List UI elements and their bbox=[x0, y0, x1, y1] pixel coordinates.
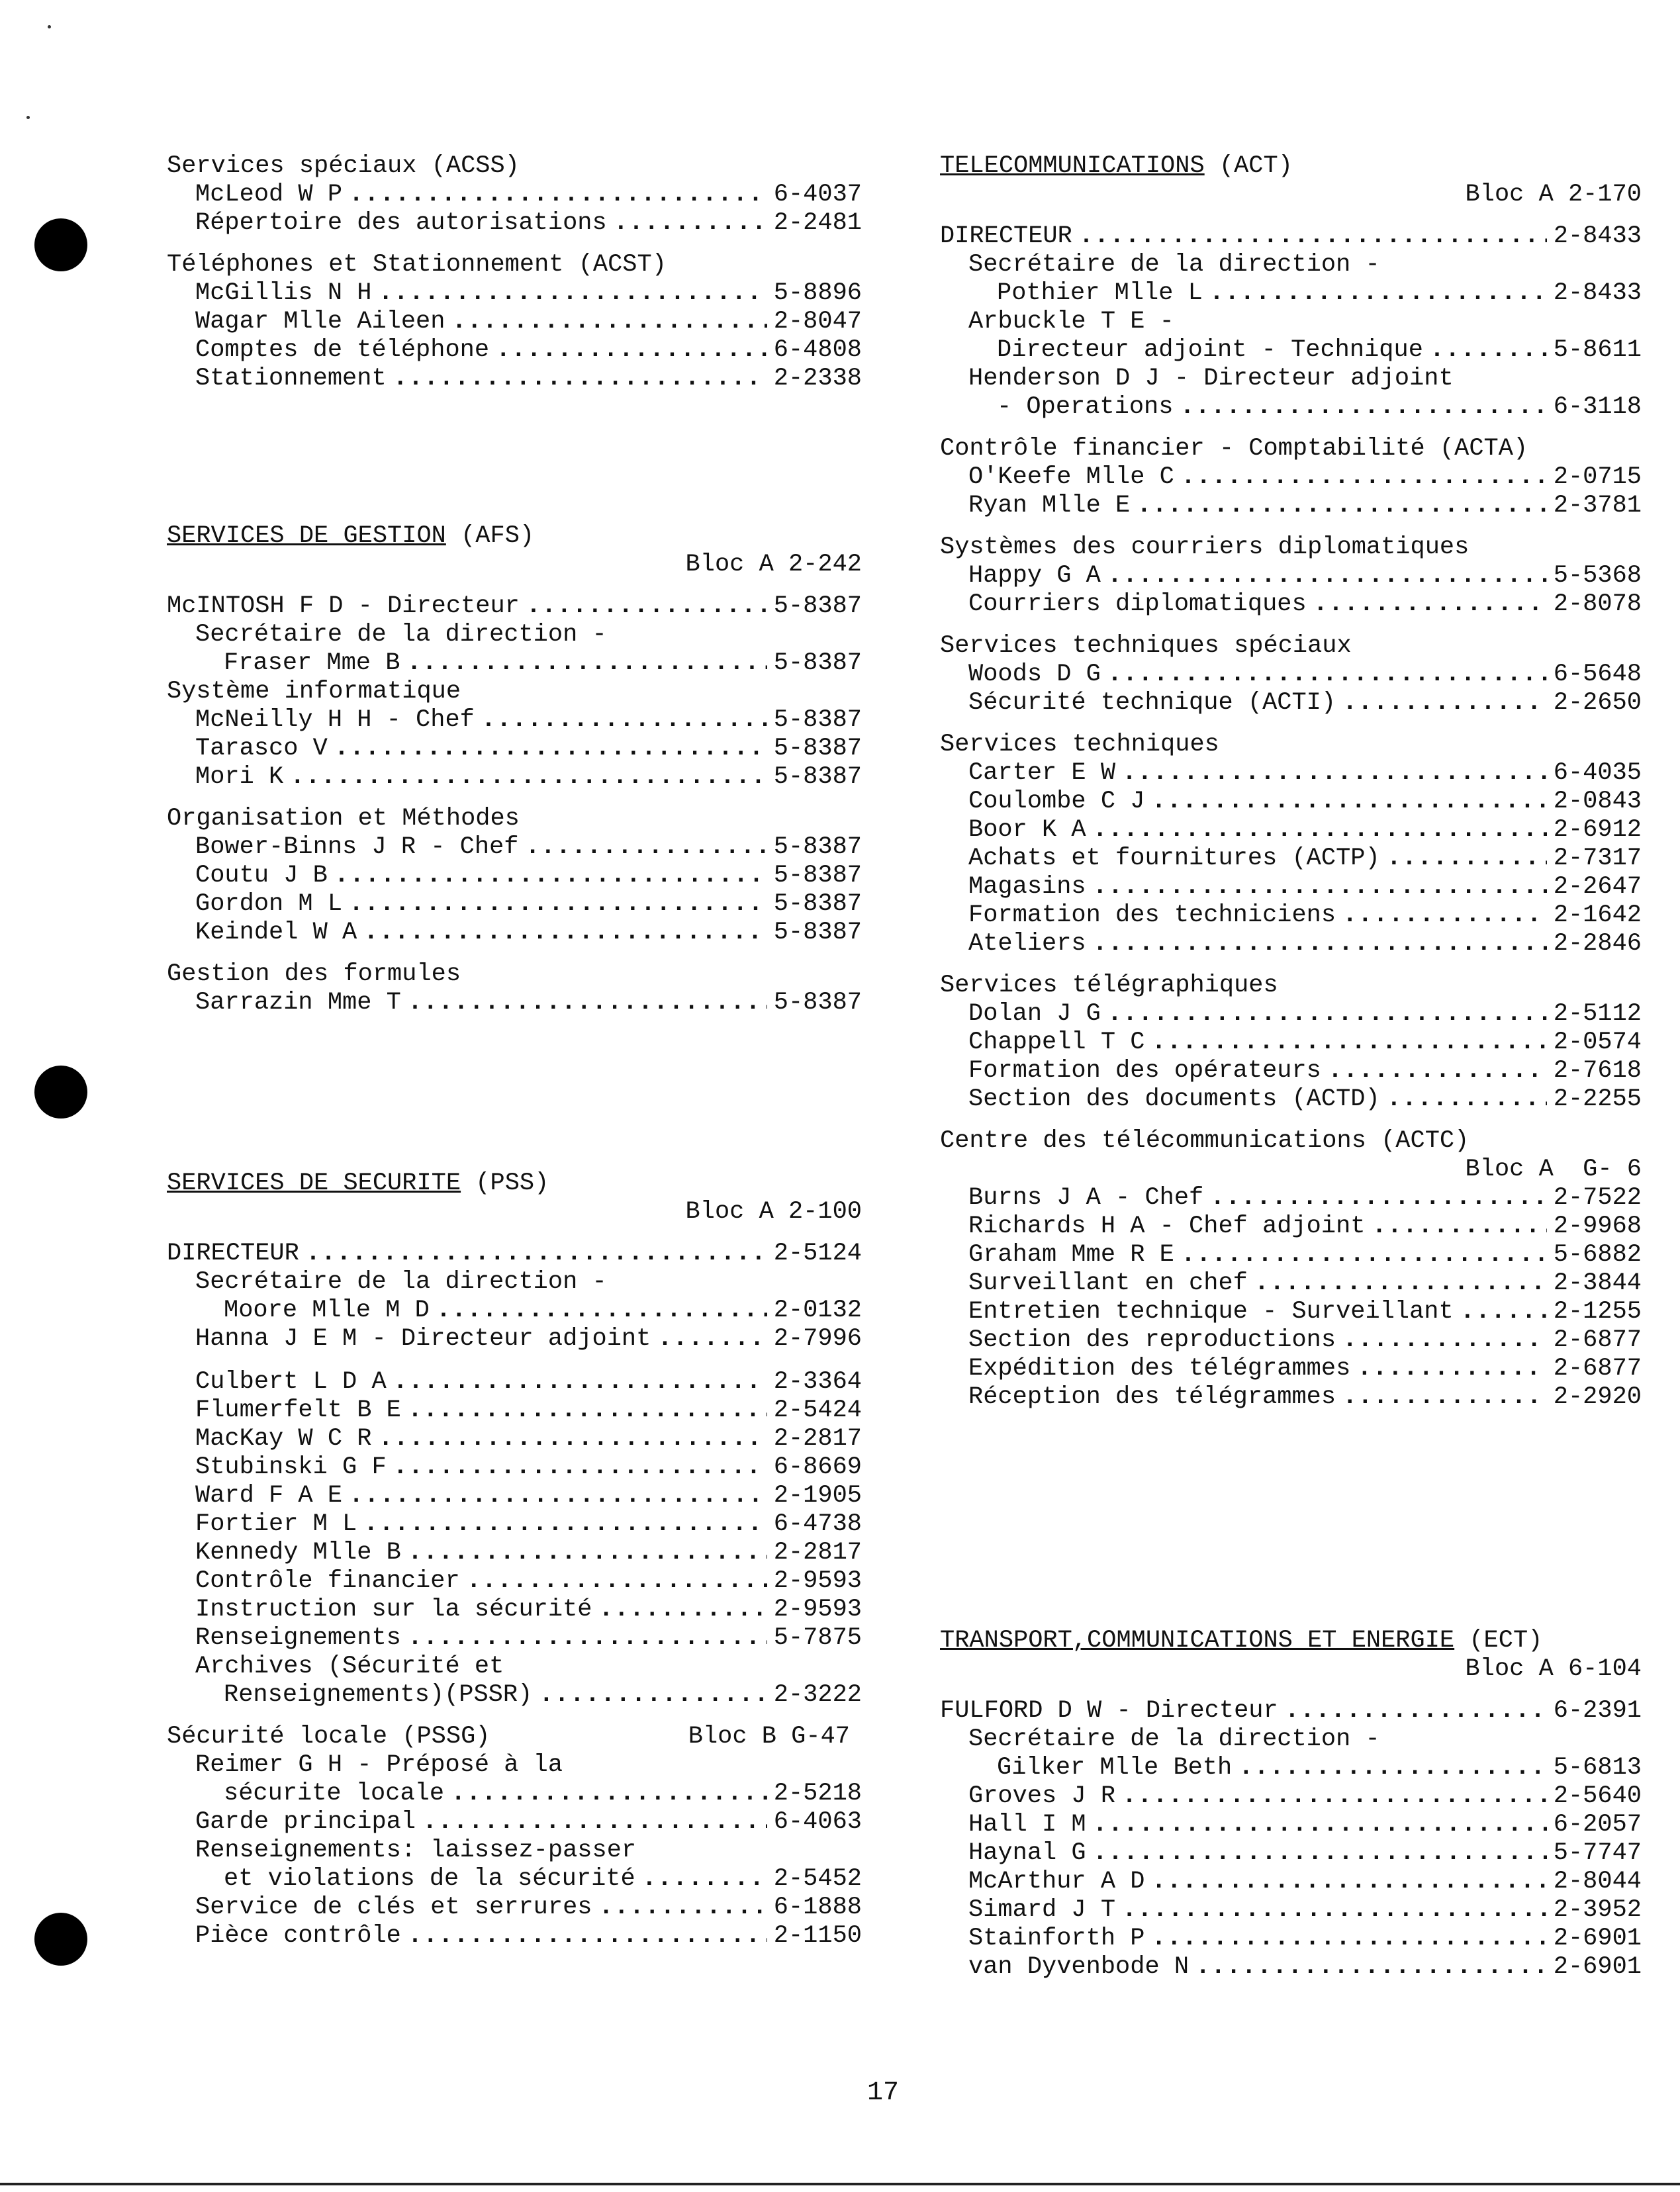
directory-entry: Coulombe C J ..... 2-0843 bbox=[940, 788, 1642, 816]
directory-entry: Hanna J E M - Directeur adjoint ..... 2-7996 bbox=[167, 1325, 862, 1353]
directory-entry: Moore Mlle M D ..... 2-0132 bbox=[167, 1297, 862, 1325]
directory-entry: McNeilly H H - Chef ..... 5-8387 bbox=[167, 706, 862, 735]
directory-entry: Répertoire des autorisations ..... 2-2481 bbox=[167, 209, 862, 238]
directory-entry: Contrôle financier ..... 2-9593 bbox=[167, 1567, 862, 1596]
binder-hole-2 bbox=[34, 1066, 87, 1119]
section-heading-afs: SERVICES DE GESTION (AFS) bbox=[167, 522, 535, 550]
directory-entry: McArthur A D ..... 2-8044 bbox=[940, 1868, 1642, 1896]
directory-entry: Pothier Mlle L ..... 2-8433 bbox=[940, 279, 1642, 308]
entry-line: Secrétaire de la direction - bbox=[195, 621, 607, 649]
directory-entry: et violations de la sécurité ..... 2-5452 bbox=[167, 1865, 862, 1894]
entry-line: Renseignements: laissez-passer bbox=[195, 1837, 637, 1864]
directory-entry: Expédition des télégrammes ..... 2-6877 bbox=[940, 1355, 1642, 1383]
page-number: 17 bbox=[867, 2078, 900, 2108]
directory-entry: Courriers diplomatiques ..... 2-8078 bbox=[940, 590, 1642, 619]
directory-entry: Dolan J G ..... 2-5112 bbox=[940, 1000, 1642, 1028]
directory-entry: FULFORD D W - Directeur ..... 6-2391 bbox=[940, 1697, 1642, 1725]
directory-entry: Comptes de téléphone ..... 6-4808 bbox=[167, 336, 862, 365]
directory-entry: Burns J A - Chef ..... 2-7522 bbox=[940, 1184, 1642, 1212]
directory-entry: Gilker Mlle Beth ..... 5-6813 bbox=[940, 1754, 1642, 1782]
directory-entry: Stubinski G F ..... 6-8669 bbox=[167, 1453, 862, 1482]
directory-entry: Sécurité technique (ACTI) ..... 2-2650 bbox=[940, 689, 1642, 717]
directory-entry: Fraser Mme B ..... 5-8387 bbox=[167, 649, 862, 678]
entry-line: Henderson D J - Directeur adjoint bbox=[968, 365, 1454, 392]
directory-entry: DIRECTEUR ..... 2-5124 bbox=[167, 1240, 862, 1268]
directory-entry: Stationnement ..... 2-2338 bbox=[167, 365, 862, 393]
entry-line: Archives (Sécurité et bbox=[195, 1653, 504, 1680]
entry-line: Reimer G H - Préposé à la bbox=[195, 1751, 563, 1779]
bottom-edge-rule bbox=[0, 2183, 1680, 2185]
directory-entry: Pièce contrôle ..... 2-1150 bbox=[167, 1922, 862, 1950]
directory-entry: DIRECTEUR ..... 2-8433 bbox=[940, 222, 1642, 251]
directory-entry: Ateliers ..... 2-2846 bbox=[940, 930, 1642, 958]
directory-entry: Renseignements ..... 5-7875 bbox=[167, 1624, 862, 1653]
bloc-location: Bloc A 2-242 bbox=[685, 551, 862, 578]
directory-entry: Richards H A - Chef adjoint ..... 2-9968 bbox=[940, 1212, 1642, 1241]
directory-entry: Service de clés et serrures ..... 6-1888 bbox=[167, 1894, 862, 1922]
directory-entry: Happy G A ..... 5-5368 bbox=[940, 562, 1642, 590]
directory-entry: Directeur adjoint - Technique ..... 5-8611 bbox=[940, 336, 1642, 365]
scan-speck bbox=[26, 116, 30, 119]
directory-entry: Formation des techniciens ..... 2-1642 bbox=[940, 901, 1642, 930]
entry-line: Secrétaire de la direction - bbox=[195, 1268, 607, 1296]
subsection-heading: Système informatique bbox=[167, 678, 461, 706]
bloc-location: Bloc A G- 6 bbox=[1465, 1156, 1642, 1183]
directory-entry: Groves J R ..... 2-5640 bbox=[940, 1782, 1642, 1811]
directory-entry: Keindel W A ..... 5-8387 bbox=[167, 919, 862, 947]
subsection-heading: Gestion des formules bbox=[167, 960, 461, 988]
section-heading-act: TELECOMMUNICATIONS (ACT) bbox=[940, 152, 1293, 180]
subsection-heading: Organisation et Méthodes bbox=[167, 805, 520, 833]
scan-speck bbox=[48, 25, 51, 28]
binder-hole-1 bbox=[34, 218, 87, 271]
directory-entry: Coutu J B ..... 5-8387 bbox=[167, 862, 862, 890]
directory-entry: Formation des opérateurs ..... 2-7618 bbox=[940, 1057, 1642, 1085]
section-heading: Contrôle financier - Comptabilité (ACTA) bbox=[940, 435, 1528, 463]
section-heading-ect: TRANSPORT,COMMUNICATIONS ET ENERGIE (ECT) bbox=[940, 1627, 1543, 1655]
directory-entry: Section des reproductions ..... 2-6877 bbox=[940, 1326, 1642, 1355]
directory-entry: Bower-Binns J R - Chef ..... 5-8387 bbox=[167, 833, 862, 862]
directory-entry: Simard J T ..... 2-3952 bbox=[940, 1896, 1642, 1925]
directory-entry: Boor K A ..... 2-6912 bbox=[940, 816, 1642, 845]
directory-entry: Flumerfelt B E ..... 2-5424 bbox=[167, 1396, 862, 1425]
bloc-location: Bloc A 6-104 bbox=[1465, 1655, 1642, 1683]
section-heading: Téléphones et Stationnement (ACST) bbox=[167, 251, 667, 279]
directory-entry: Instruction sur la sécurité ..... 2-9593 bbox=[167, 1596, 862, 1624]
directory-entry: Renseignements)(PSSR) ..... 2-3222 bbox=[167, 1681, 862, 1710]
directory-entry: Achats et fournitures (ACTP) ..... 2-7317 bbox=[940, 845, 1642, 873]
directory-entry: Chappell T C ..... 2-0574 bbox=[940, 1028, 1642, 1057]
directory-entry: Garde principal ..... 6-4063 bbox=[167, 1808, 862, 1837]
directory-entry: Stainforth P ..... 2-6901 bbox=[940, 1925, 1642, 1953]
binder-hole-3 bbox=[34, 1913, 87, 1966]
right-column bbox=[940, 152, 1642, 1982]
directory-entry: McGillis N H ..... 5-8896 bbox=[167, 279, 862, 308]
section-heading: Services télégraphiques bbox=[940, 972, 1278, 999]
directory-entry: O'Keefe Mlle C ..... 2-0715 bbox=[940, 463, 1642, 492]
bloc-location: Bloc A 2-100 bbox=[685, 1198, 862, 1226]
directory-entry: Section des documents (ACTD) ..... 2-2255 bbox=[940, 1085, 1642, 1114]
section-heading: Centre des télécommunications (ACTC) bbox=[940, 1127, 1470, 1155]
directory-entry: Wagar Mlle Aileen ..... 2-8047 bbox=[167, 308, 862, 336]
directory-entry: Sarrazin Mme T ..... 5-8387 bbox=[167, 989, 862, 1017]
directory-entry: sécurite locale ..... 2-5218 bbox=[167, 1780, 862, 1808]
directory-entry: Woods D G ..... 6-5648 bbox=[940, 661, 1642, 689]
section-heading-pss: SERVICES DE SECURITE (PSS) bbox=[167, 1169, 549, 1197]
directory-entry: Mori K ..... 5-8387 bbox=[167, 763, 862, 792]
section-heading: Services spéciaux (ACSS) bbox=[167, 152, 520, 180]
directory-entry: Fortier M L ..... 6-4738 bbox=[167, 1510, 862, 1539]
directory-entry: Magasins ..... 2-2647 bbox=[940, 873, 1642, 901]
directory-entry: Carter E W ..... 6-4035 bbox=[940, 759, 1642, 788]
directory-entry: Haynal G ..... 5-7747 bbox=[940, 1839, 1642, 1868]
section-heading: Services techniques bbox=[940, 731, 1219, 758]
section-heading: Systèmes des courriers diplomatiques bbox=[940, 533, 1470, 561]
directory-entry: Gordon M L ..... 5-8387 bbox=[167, 890, 862, 919]
directory-entry: MacKay W C R ..... 2-2817 bbox=[167, 1425, 862, 1453]
directory-entry: Kennedy Mlle B ..... 2-2817 bbox=[167, 1539, 862, 1567]
directory-entry: Culbert L D A ..... 2-3364 bbox=[167, 1368, 862, 1396]
directory-entry: Entretien technique - Surveillant ..... 2-1255 bbox=[940, 1298, 1642, 1326]
directory-entry: Graham Mme R E ..... 5-6882 bbox=[940, 1241, 1642, 1269]
entry-line: Secrétaire de la direction - bbox=[968, 1725, 1380, 1753]
directory-entry: - Operations ..... 6-3118 bbox=[940, 393, 1642, 422]
left-column bbox=[167, 152, 862, 1950]
directory-entry: Ward F A E ..... 2-1905 bbox=[167, 1482, 862, 1510]
bloc-location: Bloc A 2-170 bbox=[1465, 181, 1642, 208]
directory-entry: Réception des télégrammes ..... 2-2920 bbox=[940, 1383, 1642, 1412]
directory-entry: Tarasco V ..... 5-8387 bbox=[167, 735, 862, 763]
section-heading-pssg: Sécurité locale (PSSG) Bloc B G-47 bbox=[167, 1723, 850, 1751]
entry-line: Arbuckle T E - bbox=[968, 308, 1174, 336]
section-heading: Services techniques spéciaux bbox=[940, 632, 1352, 660]
entry-line: Secrétaire de la direction - bbox=[968, 251, 1380, 279]
directory-entry: Surveillant en chef ..... 2-3844 bbox=[940, 1269, 1642, 1298]
directory-entry: McLeod W P ..... 6-4037 bbox=[167, 181, 862, 209]
directory-entry: Ryan Mlle E ..... 2-3781 bbox=[940, 492, 1642, 520]
directory-entry: McINTOSH F D - Directeur ..... 5-8387 bbox=[167, 592, 862, 621]
directory-entry: van Dyvenbode N ..... 2-6901 bbox=[940, 1953, 1642, 1982]
directory-entry: Hall I M ..... 6-2057 bbox=[940, 1811, 1642, 1839]
